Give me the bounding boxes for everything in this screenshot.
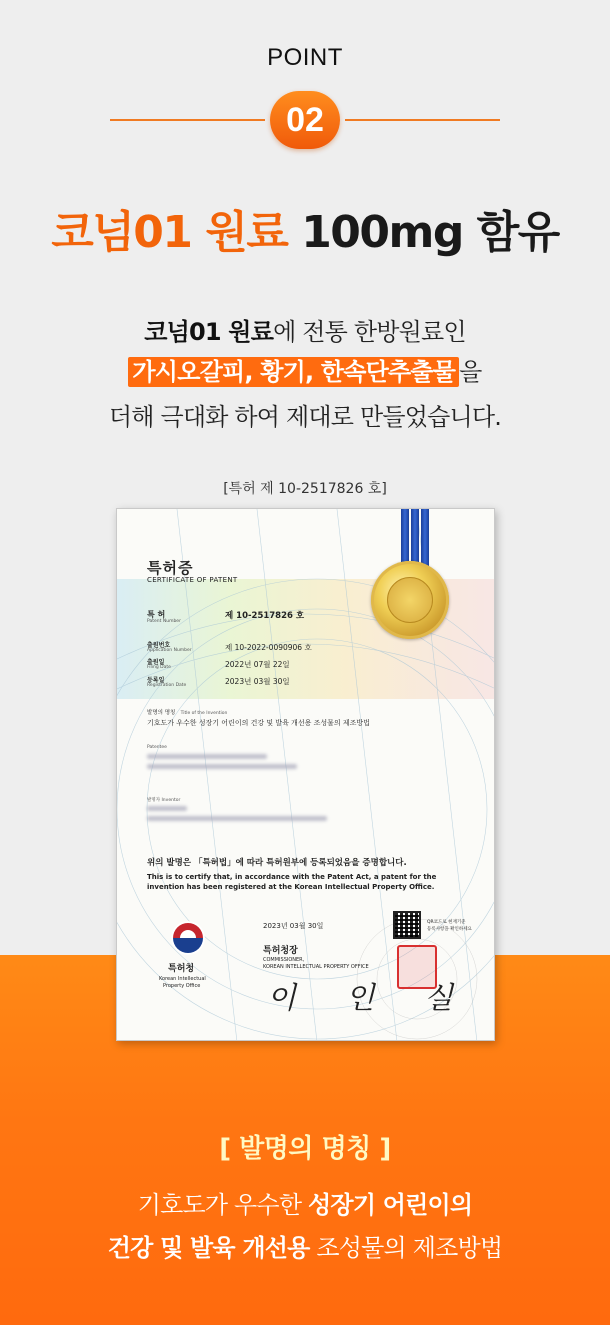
office-ko: 특허청 [168, 964, 195, 974]
invention-label-en: Title of the Invention [180, 711, 228, 716]
patent-certificate [116, 508, 495, 1041]
office-en-2: Property Office [163, 983, 201, 989]
headline [0, 196, 610, 260]
invention-label [147, 708, 227, 716]
inventor-label-en: Inventor [161, 798, 181, 803]
patent-number-caption: [특허 제 10-2517826 호] [223, 481, 387, 497]
invention-line-2-bold: 건강 및 발육 개선용 [107, 1234, 310, 1262]
invention-title-heading: [ 발명의 명칭 ] [219, 1134, 391, 1164]
description-line-3: 더해 극대화 하여 제대로 만들었습니다. [108, 403, 502, 431]
description-line-2 [0, 352, 610, 387]
statement-en-2: invention has been registered at the Korean Intellectual Property Office. [147, 883, 435, 891]
patent-label: 특 허 [147, 610, 166, 619]
filing-label: 출원일 [147, 659, 165, 666]
certificate-subtitle: CERTIFICATE OF PATENT [147, 576, 238, 584]
patentee-label-en: Patentee [147, 745, 167, 750]
qr-note-1: QR코드로 현재기준 [427, 920, 466, 925]
headline-orange: 코넘01 원료 [51, 207, 288, 258]
invention-title-line-1 [0, 1185, 610, 1220]
invention-line-1-plain: 기호도가 우수한 [137, 1191, 309, 1219]
filing-label-en: Filing Date [147, 665, 171, 670]
patentee-blurred-line-2 [147, 764, 297, 769]
registration-label: 등록일 [147, 677, 165, 684]
inventor-label-ko: 발명자 [147, 798, 161, 803]
gold-seal-icon [371, 561, 449, 639]
qr-note-2: 등록사항을 확인하세요 [427, 927, 472, 932]
patent-label-en: Patent Number [147, 619, 181, 624]
description-line-1-rest: 에 전통 한방원료인 [273, 318, 466, 346]
ribbon-right [421, 509, 429, 567]
patentee-blurred-line-1 [147, 754, 267, 759]
invention-line-2-plain: 조성물의 제조방법 [309, 1234, 503, 1262]
description-bold: 코넘01 원료 [144, 318, 274, 346]
commissioner-en-2: KOREAN INTELLECTUAL PROPERTY OFFICE [263, 964, 369, 970]
inventor-label [147, 797, 180, 803]
certificate-title: 특허증 [147, 559, 194, 577]
headline-dark: 100mg 함유 [301, 207, 559, 258]
ribbon-middle [411, 509, 419, 567]
application-value: 제 10-2022-0090906 호 [225, 643, 312, 652]
point-divider-left [110, 119, 265, 121]
registration-value: 2023년 03월 30일 [225, 677, 290, 686]
invention-line-1-bold: 성장기 어린이의 [308, 1191, 473, 1219]
statement-en-1: This is to certify that, in accordance with the Patent Act, a patent for the [147, 873, 437, 881]
point-divider-right [345, 119, 500, 121]
application-label-en: Application Number [147, 648, 192, 653]
commissioner-signature: 이 인 실 [267, 981, 474, 1016]
ribbon-left [401, 509, 409, 567]
inventor-blurred-line-1 [147, 806, 187, 811]
description-line-2-rest: 을 [459, 358, 482, 386]
office-en-1: Korean Intellectual [159, 976, 206, 982]
ingredient-highlight: 가시오갈피, 황기, 한속단추출물 [128, 357, 459, 387]
point-number-badge: 02 [270, 91, 340, 149]
application-label: 출원번호 [147, 642, 171, 649]
statement-ko: 위의 발명은 「특허법」에 따라 특허원부에 등록되었음을 증명합니다. [147, 858, 407, 868]
filing-value: 2022년 07월 22일 [225, 660, 290, 669]
point-label: POINT [267, 44, 343, 71]
invention-value: 기호도가 우수한 성장기 어린이의 건강 및 발육 개선용 조성물의 제조방법 [147, 719, 370, 727]
registration-label-en: Registration Date [147, 683, 187, 688]
qr-code-icon [393, 911, 421, 939]
inventor-blurred-line-2 [147, 816, 327, 821]
patent-value: 제 10-2517826 호 [225, 611, 305, 621]
invention-title-line-2 [0, 1228, 610, 1263]
issue-date: 2023년 03월 30일 [263, 922, 324, 930]
invention-label-ko: 발명의 명칭 [147, 710, 176, 716]
kipo-logo-icon [171, 921, 205, 955]
description-line-1 [0, 312, 610, 347]
commissioner-ko: 특허청장 [263, 946, 298, 956]
commissioner-en-1: COMMISSIONER, [263, 957, 305, 963]
